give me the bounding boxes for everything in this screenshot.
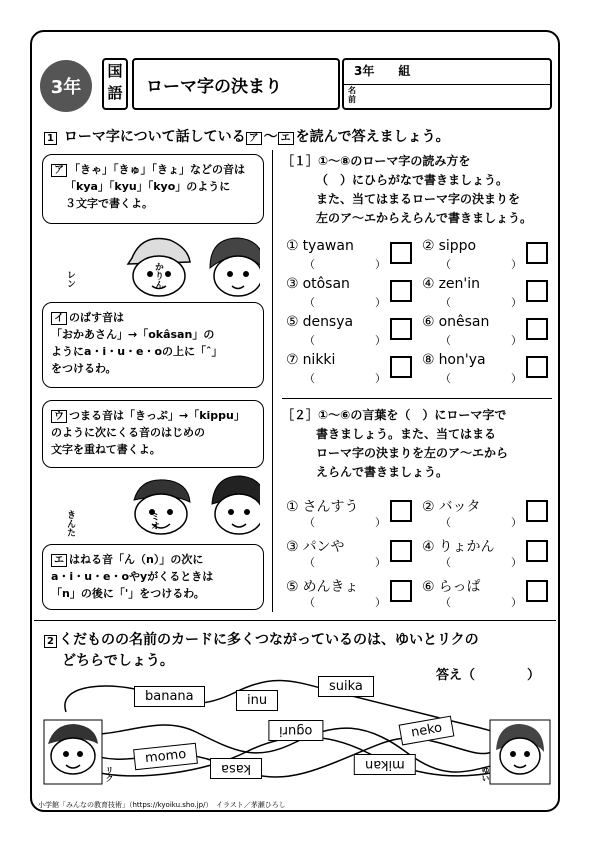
paren-close: ）	[375, 516, 386, 529]
exercise-item	[286, 352, 420, 390]
item-number: ⑥	[422, 579, 435, 595]
reading-answer-field[interactable]	[440, 594, 522, 610]
bubble-a	[42, 154, 264, 224]
character-riku-label: リク	[105, 766, 114, 782]
part2-line: えらんで書きましょう。	[316, 465, 449, 479]
character-mio-label: ミオ	[149, 512, 159, 530]
bubble-a-line: 「きゃ」「きゅ」「きょ」などの音は	[69, 163, 245, 176]
bubble-a-line: ３文字で書くよ。	[65, 197, 153, 210]
item-word: めんきょ	[302, 579, 359, 595]
item-number: ②	[422, 499, 435, 515]
paren-close: ）	[375, 296, 386, 309]
item-word: zen'in	[438, 276, 481, 292]
rule-answer-box[interactable]	[390, 540, 412, 562]
item-number: ①	[286, 238, 299, 254]
yui-face	[490, 720, 550, 784]
paren-open: （	[304, 296, 315, 309]
reading-answer-field[interactable]	[304, 594, 386, 610]
item-word: らっぱ	[438, 579, 481, 595]
part1-label: ［１］	[282, 154, 319, 168]
exercise-item	[422, 238, 556, 276]
section-divider	[34, 620, 556, 621]
paren-open: （	[304, 516, 315, 529]
paren-open: （	[440, 596, 451, 609]
q1-heading	[44, 126, 450, 146]
rule-answer-box[interactable]	[526, 242, 548, 264]
rule-answer-box[interactable]	[390, 242, 412, 264]
subject-char-2: 語	[107, 84, 123, 102]
rule-answer-box[interactable]	[390, 356, 412, 378]
paren-open: （	[304, 334, 315, 347]
character-yui-label: ゆい	[481, 766, 490, 782]
bubble-e-tag: エ	[51, 554, 67, 567]
grade-badge: 3年	[40, 60, 92, 112]
reading-answer-field[interactable]	[304, 554, 386, 570]
rule-answer-box[interactable]	[526, 356, 548, 378]
bubble-i	[42, 302, 264, 388]
paren-close: ）	[375, 556, 386, 569]
paren-close: ）	[511, 556, 522, 569]
part1-line: （ ）にひらがなで書きましょう。	[316, 173, 509, 187]
bubble-e-line: はねる音「ん（n）」の次に	[69, 553, 204, 566]
worksheet-title: ローマ字の決まり	[132, 58, 340, 110]
item-number: ④	[422, 276, 435, 292]
rule-answer-box[interactable]	[526, 318, 548, 340]
bubble-u-line: のように次にくる音のはじめの	[51, 426, 205, 439]
rule-answer-box[interactable]	[390, 500, 412, 522]
name-field[interactable]	[344, 84, 550, 108]
item-number: ⑥	[422, 314, 435, 330]
card-banana[interactable]: banana	[134, 686, 205, 707]
rule-answer-box[interactable]	[390, 280, 412, 302]
rule-answer-box[interactable]	[390, 580, 412, 602]
paren-open: （	[304, 596, 315, 609]
class-label: 3年 組	[354, 64, 411, 78]
paren-open: （	[440, 372, 451, 385]
card-mikan[interactable]: mikan	[354, 754, 416, 775]
item-word: パンや	[302, 539, 345, 555]
exercise-item	[286, 238, 420, 276]
item-word: otôsan	[302, 276, 350, 292]
paren-open: （	[440, 516, 451, 529]
paren-open: （	[304, 372, 315, 385]
q2-heading	[44, 630, 479, 672]
exercise-item	[422, 314, 556, 352]
q1-text-post: を読んで答えましょう。	[295, 129, 450, 145]
bubble-i-line: 「おかあさん」→「okâsan」の	[51, 328, 215, 341]
paren-open: （	[304, 258, 315, 271]
item-word: さんすう	[302, 499, 359, 515]
footer-credit: 小学館「みんなの教育技術」（https://kyoiku.sho.jp/） イラスト／茅瀬ひろし	[38, 801, 286, 809]
reading-answer-field[interactable]	[440, 514, 522, 530]
bubble-e-line: a・i・u・e・oやyがくるときは	[51, 570, 214, 583]
reading-answer-field[interactable]	[304, 514, 386, 530]
reading-answer-field[interactable]	[304, 370, 386, 386]
character-kinta-label: きんた	[65, 510, 75, 537]
exercise-item	[422, 496, 556, 536]
paren-close: ）	[511, 296, 522, 309]
bubble-e-line: 「n」の後に「'」をつけるわ。	[51, 587, 205, 600]
rule-answer-box[interactable]	[390, 318, 412, 340]
reading-answer-field[interactable]	[440, 554, 522, 570]
item-number: ⑦	[286, 352, 299, 368]
item-number: ③	[286, 539, 299, 555]
reading-answer-field[interactable]	[304, 256, 386, 272]
q1-text-pre: ローマ字について話している	[63, 129, 246, 145]
paren-close: ）	[511, 258, 522, 271]
card-kasa[interactable]: kasa	[210, 758, 262, 779]
paren-close: ）	[511, 596, 522, 609]
card-momo[interactable]: momo	[133, 743, 198, 770]
character-karin-label: かりん	[153, 262, 163, 289]
rule-answer-box[interactable]	[526, 540, 548, 562]
bubble-i-tag: イ	[51, 312, 67, 325]
part-divider	[282, 398, 552, 399]
rule-answer-box[interactable]	[526, 280, 548, 302]
item-number: ①	[286, 499, 299, 515]
reading-answer-field[interactable]	[304, 294, 386, 310]
exercise-item	[422, 576, 556, 616]
reading-answer-field[interactable]	[304, 332, 386, 348]
bubble-u-tag: ウ	[51, 410, 67, 423]
part1-instructions	[282, 152, 552, 228]
item-number: ④	[422, 539, 435, 555]
paren-close: ）	[511, 372, 522, 385]
paren-open: （	[304, 556, 315, 569]
bubble-u	[42, 400, 264, 468]
paren-open: （	[440, 296, 451, 309]
exercise-item	[286, 496, 420, 536]
rule-answer-box[interactable]	[526, 580, 548, 602]
part2-label: ［２］	[282, 408, 319, 422]
karin-face	[210, 238, 260, 296]
part1-line: また、当てはまるローマ字の決まりを	[316, 192, 521, 206]
reading-answer-field[interactable]	[440, 332, 522, 348]
rule-answer-box[interactable]	[526, 500, 548, 522]
bubble-u-line: 文字を重ねて書くよ。	[51, 443, 161, 456]
character-ren-label: レン	[65, 270, 75, 288]
paren-open: （	[440, 556, 451, 569]
item-word: densya	[302, 314, 354, 330]
subject-label	[102, 58, 128, 110]
exercise-item	[286, 536, 420, 576]
riku-face	[44, 720, 102, 784]
column-divider	[272, 150, 273, 612]
exercise-item	[422, 352, 556, 390]
bubble-e	[42, 544, 264, 610]
card-inu[interactable]: inu	[236, 690, 278, 711]
character-faces-2	[60, 470, 260, 542]
item-word: sippo	[438, 238, 477, 254]
item-word: バッタ	[438, 499, 481, 515]
mio-face	[212, 476, 260, 534]
q1-box-a: ア	[246, 132, 262, 145]
name-label: 名前	[348, 86, 356, 104]
paren-close: ）	[375, 596, 386, 609]
subject-char-1: 国	[107, 62, 123, 80]
item-number: ⑤	[286, 314, 299, 330]
q2-answer-field[interactable]: 答え（ ）	[436, 668, 541, 683]
paren-close: ）	[511, 334, 522, 347]
bubble-i-line: のばす音は	[69, 311, 124, 324]
q2-line: どちらでしょう。	[62, 653, 174, 669]
q1-number: 1	[44, 132, 57, 145]
exercise-item	[286, 314, 420, 352]
part2-line: ローマ字の決まりを左のア〜エから	[316, 446, 509, 460]
exercise-item	[422, 536, 556, 576]
card-suika[interactable]: suika	[318, 676, 374, 697]
class-name-box	[342, 58, 552, 110]
reading-answer-field[interactable]	[440, 294, 522, 310]
item-word: onêsan	[438, 314, 490, 330]
paren-close: ）	[511, 516, 522, 529]
q1-box-e: エ	[278, 132, 294, 145]
bubble-i-line: ようにa・i・u・e・oの上に「ˆ」	[51, 345, 223, 358]
bubble-a-line: 「kya」「kyu」「kyo」のように	[65, 180, 231, 193]
q2-line: くだものの名前のカードに多くつながっているのは、ゆいとリクの	[58, 632, 479, 648]
exercise-item	[286, 576, 420, 616]
q1-tilde: 〜	[263, 129, 278, 145]
item-number: ③	[286, 276, 299, 292]
exercise-item	[422, 276, 556, 314]
item-word: hon'ya	[438, 352, 486, 368]
item-number: ⑤	[286, 579, 299, 595]
paren-close: ）	[375, 372, 386, 385]
reading-answer-field[interactable]	[440, 370, 522, 386]
paren-close: ）	[375, 334, 386, 347]
item-number: ⑧	[422, 352, 435, 368]
item-number: ②	[422, 238, 435, 254]
card-oguri[interactable]: oguri	[268, 720, 323, 741]
bubble-i-line: をつけるわ。	[51, 362, 117, 375]
bubble-u-line: つまる音は「きっぷ」→「kippu」	[69, 409, 245, 422]
paren-close: ）	[375, 258, 386, 271]
item-word: りょかん	[438, 539, 495, 555]
part1-line: 左のア〜エからえらんで書きましょう。	[316, 211, 533, 225]
q2-number: 2	[44, 635, 57, 648]
exercise-item	[286, 276, 420, 314]
paren-open: （	[440, 258, 451, 271]
bubble-a-tag: ア	[51, 164, 67, 177]
reading-answer-field[interactable]	[440, 256, 522, 272]
item-word: nikki	[302, 352, 336, 368]
part2-instructions	[282, 406, 552, 482]
part2-line: 書きましょう。また、当てはまる	[316, 427, 497, 441]
part2-line: ①〜⑥の言葉を（ ）にローマ字で	[318, 408, 507, 422]
item-word: tyawan	[302, 238, 354, 254]
part1-line: ①〜⑧のローマ字の読み方を	[318, 154, 471, 168]
card-neko[interactable]: neko	[399, 716, 455, 746]
kinta-face	[134, 480, 190, 534]
paren-open: （	[440, 334, 451, 347]
